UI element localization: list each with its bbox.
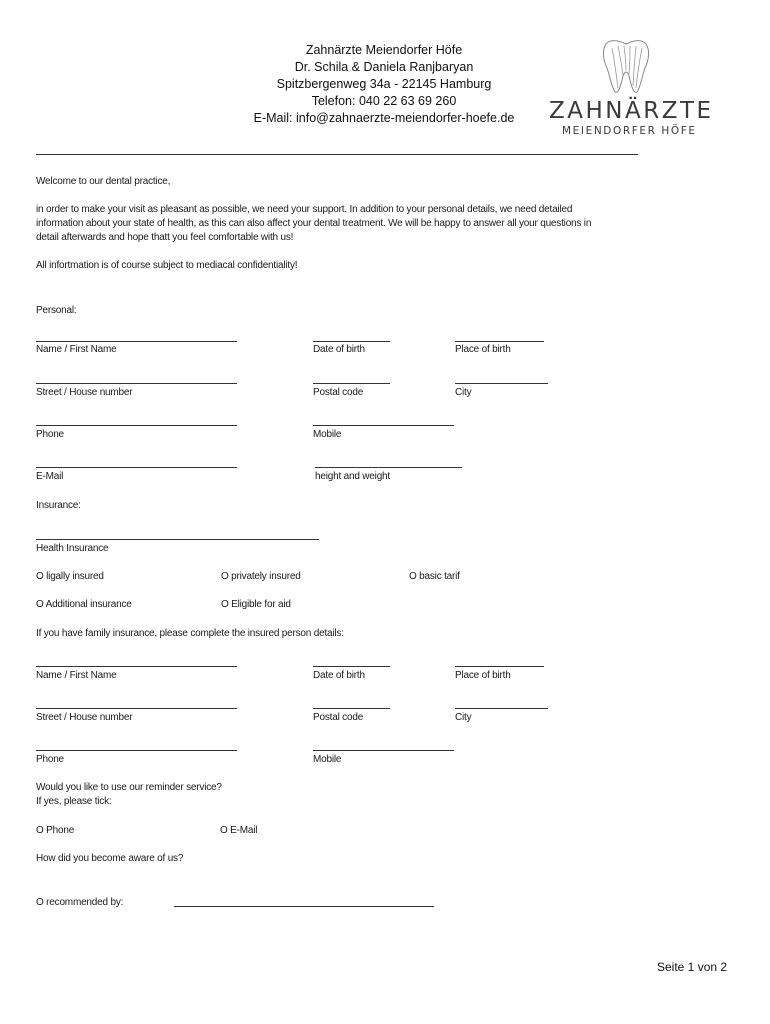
page-number: Seite 1 von 2	[657, 960, 728, 974]
recommended-by-option[interactable]: O recommended by:	[36, 897, 124, 908]
insured-dob-label: Date of birth	[313, 670, 365, 681]
phone-number: Telefon: 040 22 63 69 260	[311, 94, 457, 108]
intro-paragraph: in order to make your visit as pleasant as possible, we need your support. In addition to your personal details, we need detailed information about your state of health, as this can also affect your dental treatment. We will be happy to answer all your questions in detail afterwards and hope thatt you feel comfortable with us!	[36, 204, 592, 243]
mobile-label: Mobile	[313, 429, 342, 440]
reminder-email-option[interactable]: O E-Mail	[220, 825, 258, 836]
insured-city-label: City	[455, 712, 472, 723]
height-weight-field[interactable]	[315, 467, 462, 468]
insured-city-field[interactable]	[455, 708, 548, 709]
street-label: Street / House number	[36, 387, 133, 398]
referral-question: How did you become aware of us?	[36, 853, 184, 864]
phone-label: Phone	[36, 429, 64, 440]
pob-label: Place of birth	[455, 344, 511, 355]
practice-address	[174, 42, 594, 132]
insured-mobile-field[interactable]	[313, 750, 454, 751]
legally-insured-option[interactable]: O ligally insured	[36, 571, 104, 582]
reminder-instruction: If yes, please tick:	[36, 796, 112, 807]
email-label: E-Mail	[36, 471, 64, 482]
street-address: Spitzbergenweg 34a - 22145 Hamburg	[276, 77, 492, 91]
additional-insurance-option[interactable]: O Additional insurance	[36, 599, 132, 610]
dob-field[interactable]	[313, 341, 390, 342]
personal-heading: Personal:	[36, 305, 77, 316]
doctor-names: Dr. Schila & Daniela Ranjbaryan	[294, 60, 474, 74]
city-label: City	[455, 387, 472, 398]
health-insurance-field[interactable]	[36, 539, 319, 540]
insured-street-label: Street / House number	[36, 712, 133, 723]
height-weight-label: height and weight	[315, 471, 390, 482]
postal-field[interactable]	[313, 383, 390, 384]
insured-pob-field[interactable]	[455, 666, 544, 667]
postal-label: Postal code	[313, 387, 364, 398]
insurance-heading: Insurance:	[36, 500, 81, 511]
eligible-aid-option[interactable]: O Eligible for aid	[221, 599, 291, 610]
name-label: Name / First Name	[36, 344, 117, 355]
health-insurance-label: Health Insurance	[36, 543, 109, 554]
street-field[interactable]	[36, 383, 237, 384]
email-address: E-Mail: info@zahnaerzte-meiendorfer-hoefe.de	[253, 111, 515, 125]
insured-phone-field[interactable]	[36, 750, 237, 751]
family-insurance-note: If you have family insurance, please complete the insured person details:	[36, 628, 344, 639]
insured-phone-label: Phone	[36, 754, 64, 765]
insured-pob-label: Place of birth	[455, 670, 511, 681]
greeting: Welcome to our dental practice,	[36, 176, 171, 187]
insured-mobile-label: Mobile	[313, 754, 342, 765]
tooth-icon	[600, 38, 652, 94]
logo-wordmark: ZAHNÄRZTE	[549, 98, 714, 124]
practice-logo	[540, 38, 720, 142]
insured-postal-label: Postal code	[313, 712, 364, 723]
insured-dob-field[interactable]	[313, 666, 390, 667]
privately-insured-option[interactable]: O privately insured	[221, 571, 301, 582]
practice-name: Zahnärzte Meiendorfer Höfe	[305, 43, 463, 57]
basic-tariff-option[interactable]: O basic tarif	[409, 571, 460, 582]
pob-field[interactable]	[455, 341, 544, 342]
logo-subtitle: MEIENDORFER HÖFE	[562, 125, 697, 137]
confidentiality-note: All infortmation is of course subject to mediacal confidentiality!	[36, 260, 298, 271]
header-divider	[36, 154, 638, 155]
insured-postal-field[interactable]	[313, 708, 390, 709]
mobile-field[interactable]	[313, 425, 454, 426]
dob-label: Date of birth	[313, 344, 365, 355]
insured-name-label: Name / First Name	[36, 670, 117, 681]
insured-street-field[interactable]	[36, 708, 237, 709]
email-field[interactable]	[36, 467, 237, 468]
reminder-phone-option[interactable]: O Phone	[36, 825, 75, 836]
phone-field[interactable]	[36, 425, 237, 426]
reminder-question: Would you like to use our reminder service?	[36, 782, 222, 793]
recommended-by-field[interactable]	[174, 906, 434, 907]
name-field[interactable]	[36, 341, 237, 342]
city-field[interactable]	[455, 383, 548, 384]
insured-name-field[interactable]	[36, 666, 237, 667]
